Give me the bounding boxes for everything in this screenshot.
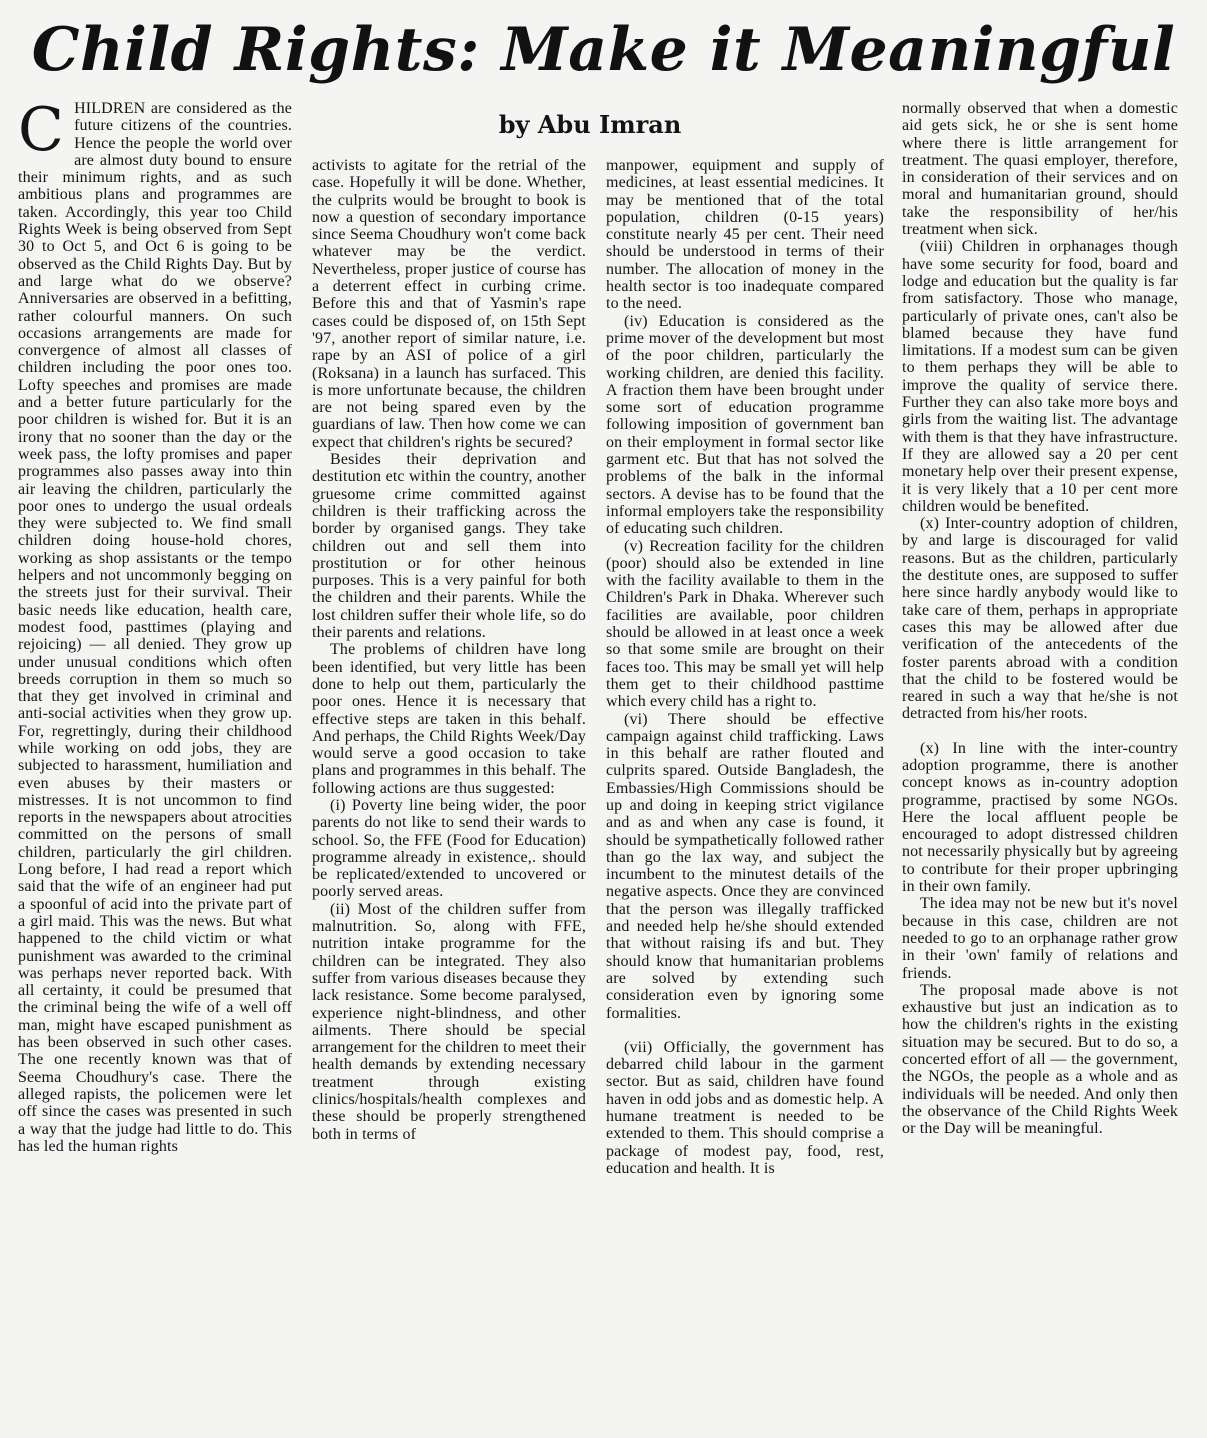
byline: by Abu Imran	[498, 110, 682, 139]
paragraph: The idea may not be new but it's novel because in this case, children are not needed to go to an orphanage rather grow in their 'own' family of relations and friends.	[902, 895, 1178, 982]
paragraph: (vii) Officially, the government has debarred child labour in the garment sector. But as said, children have found haven in odd jobs and as domestic help. A humane treatment is needed to be extended to them. This should comprise a package of modest pay, food, rest, education and health. It is	[606, 1038, 884, 1177]
paragraph: Besides their deprivation and destitution etc within the country, another gruesome crime committed against children is their trafficking across the border by organised gangs. They take children out and sell them into prostitution or for other heinous purposes. This is a very painful for both the children and their parents. While the lost children suffer their whole life, so do their parents and relations.	[312, 451, 586, 642]
paragraph: activists to agitate for the retrial of the case. Hopefully it will be done. Whether, the culprits would be brought to book is now a question of secondary importance since Seema Choudhury won't come back whatever may be the verdict. Nevertheless, proper justice of course has a deterrent effect in curbing crime. Before this and that of Yasmin's rape cases could be disposed of, on 15th Sept '97, another report of similar nature, i.e. rape by an ASI of police of a girl (Roksana) in a launch has surfaced. This is more unfortunate because, the children are not being spared even by the guardians of law. Then how come we can expect that children's rights be secured?	[312, 157, 586, 451]
paragraph: (v) Recreation facility for the children (poor) should also be extended in line with the facility available to them in the Children's Park in Dhaka. Wherever such facilities are available, poor children should be allowed in at least once a week so that some smile are brought on their faces too. This may be small yet will help them get to their childhood pasttime which every child has a right to.	[606, 537, 884, 711]
paragraph: The proposal made above is not exhaustive but just an indication as to how the children's rights in the existing situation may be secured. But to do so, a concerted effort of all — the government, the NGOs, the people as a whole and as individuals will be needed. And only then the observance of the Child Rights Week or the Day will be meaningful.	[902, 981, 1178, 1138]
paragraph: (iv) Education is considered as the prime mover of the development but most of the poor children, particularly the working children, are denied this facility. A fraction them have been brought under some sort of education programme following imposition of government ban on their employment in formal sector like garment etc. But that has not solved the problems of the balk in the informal sectors. A devise has to be found that the informal employers take the responsibility of educating such children.	[606, 312, 884, 538]
article-column-1	[18, 100, 292, 1428]
paragraph: (x) In line with the inter-country adoption programme, there is another concept knows as in-country adoption programme, practised by some NGOs. Here the local affluent people be encouraged to adopt distressed children not necessarily physically but by agreeing to contribute for their proper upbringing in their own family.	[902, 739, 1178, 896]
article-column-4	[902, 100, 1178, 1428]
paragraph: (ii) Most of the children suffer from malnutrition. So, along with FFE, nutrition intake programme for the children can be integrated. They also suffer from various diseases because they lack resistance. Some become paralysed, experience night-blindness, and other ailments. There should be special arrangement for the children to meet their health demands by extending necessary treatment through existing clinics/hospitals/health complexes and these should be properly strengthened both in terms of	[312, 900, 586, 1143]
drop-cap: C	[18, 100, 65, 165]
paragraph: (i) Poverty line being wider, the poor parents do not like to send their wards to school. So, the FFE (Food for Education) programme already in existence,. should be replicated/extended to uncovered or poorly served areas.	[312, 796, 586, 901]
paragraph: The problems of children have long been identified, but very little has been done to help out them, particularly the poor ones. Hence it is necessary that effective steps are taken in this behalf. And perhaps, the Child Rights Week/Day would serve a good occasion to take plans and programmes in this behalf. The following actions are thus suggested:	[312, 641, 586, 797]
headline: Child Rights: Make it Meaningful	[31, 15, 1176, 85]
article-column-3	[606, 157, 884, 1428]
paragraph-text: HILDREN are considered as the future citizens of the countries. Hence the people the world over are almost duty bound to ensure their minimum rights, and as such ambitious plans and programmes are taken. Accordingly, this year too Child Rights Week is being observed from Sept 30 to Oct 5, and Oct 6 is going to be observed as the Child Rights Day. But by and large what do we observe? Anniversaries are observed in a befitting, rather colourful manners. On such occasions arrangements are made for convergence of almost all classes of children including the poor ones too. Lofty speeches and promises are made and a better future particularly for the poor children is wished for. But it is an irony that no sooner than the day or the week pass, the lofty promises and paper programmes also passes away into thin air leaving the children, particularly the poor ones to undergo the usual ordeals they were subjected to. We find small children doing house-hold chores, working as shop assistants or the tempo helpers and not uncommonly begging on the streets just for their survival. Their basic needs like education, health care, modest food, pasttimes (playing and rejoicing) — all denied. They grow up under unusual conditions which often breeds corruption in them so much so that they get involved in criminal and anti-social activities when they grow up. For, regrettingly, during their childhood while working on odd jobs, they are subjected to harassment, humiliation and even abuses by their masters or mistresses. It is not uncommon to find reports in the newspapers about atrocities committed on the persons of small children, particularly the girl children. Long before, I had read a report which said that the wife of an engineer had put a spoonful of acid into the private part of a girl maid. This was the news. But what happened to the child victim or what punishment was awarded to the criminal was perhaps never reported back. With all certainty, it could be presumed that the criminal being the wife of a well off man, might have escaped punishment as has been observed in such other cases. The one recently known was that of Seema Choudhury's case. There the alleged rapists, the policemen were let off since the cases was presented in such a way that the judge had little to do. This has led the human rights	[18, 100, 292, 1155]
paragraph: (vi) There should be effective campaign against child trafficking. Laws in this behalf are rather flouted and culprits spared. Outside Bangladesh, the Embassies/High Commissions should be up and doing in keeping strict vigilance and as and when any case is found, it should be sympathetically followed rather than go the lax way, and subject the incumbent to the minutest details of the negative aspects. Once they are convinced that the person was illegally trafficked and needed help he/she should extended that without raising ifs and but. They should know that humanitarian problems are solved by extending such consideration even by ignoring some formalities.	[606, 710, 884, 1022]
article-column-2	[312, 157, 586, 1428]
paragraph: (x) Inter-country adoption of children, by and large is discouraged for valid reasons. But as the children, particularly the destitute ones, are supposed to suffer here since hardly anybody would like to take care of them, perhaps in appropriate cases this may be allowed after due verification of the antecedents of the foster parents abroad with a condition that the child to be fostered would be reared in such a way that he/she is not detracted from his/her roots.	[902, 515, 1178, 723]
paragraph: manpower, equipment and supply of medicines, at least essential medicines. It may be mentioned that of the total population, children (0-15 years) constitute nearly 45 per cent. Their need should be understood in terms of their number. The allocation of money in the health sector is too inadequate compared to the need.	[606, 157, 884, 313]
paragraph	[18, 100, 292, 1155]
paragraph: normally observed that when a domestic aid gets sick, he or she is sent home where there is little arrangement for treatment. The quasi employer, therefore, in consideration of their services and on moral and humanitarian ground, should take the responsibility of her/his treatment when sick.	[902, 100, 1178, 239]
paragraph: (viii) Children in orphanages though have some security for food, board and lodge and education but the quality is far from satisfactory. Those who manage, particularly of private ones, can't also be blamed because they have fund limitations. If a modest sum can be given to them perhaps they will be able to improve the quality of service there. Further they can also take more boys and girls from the waiting list. The advantage with them is that they have infrastructure. If they are allowed say a 20 per cent monetary help over their present expense, it is very likely that a 10 per cent more children would be benefited.	[902, 238, 1178, 515]
